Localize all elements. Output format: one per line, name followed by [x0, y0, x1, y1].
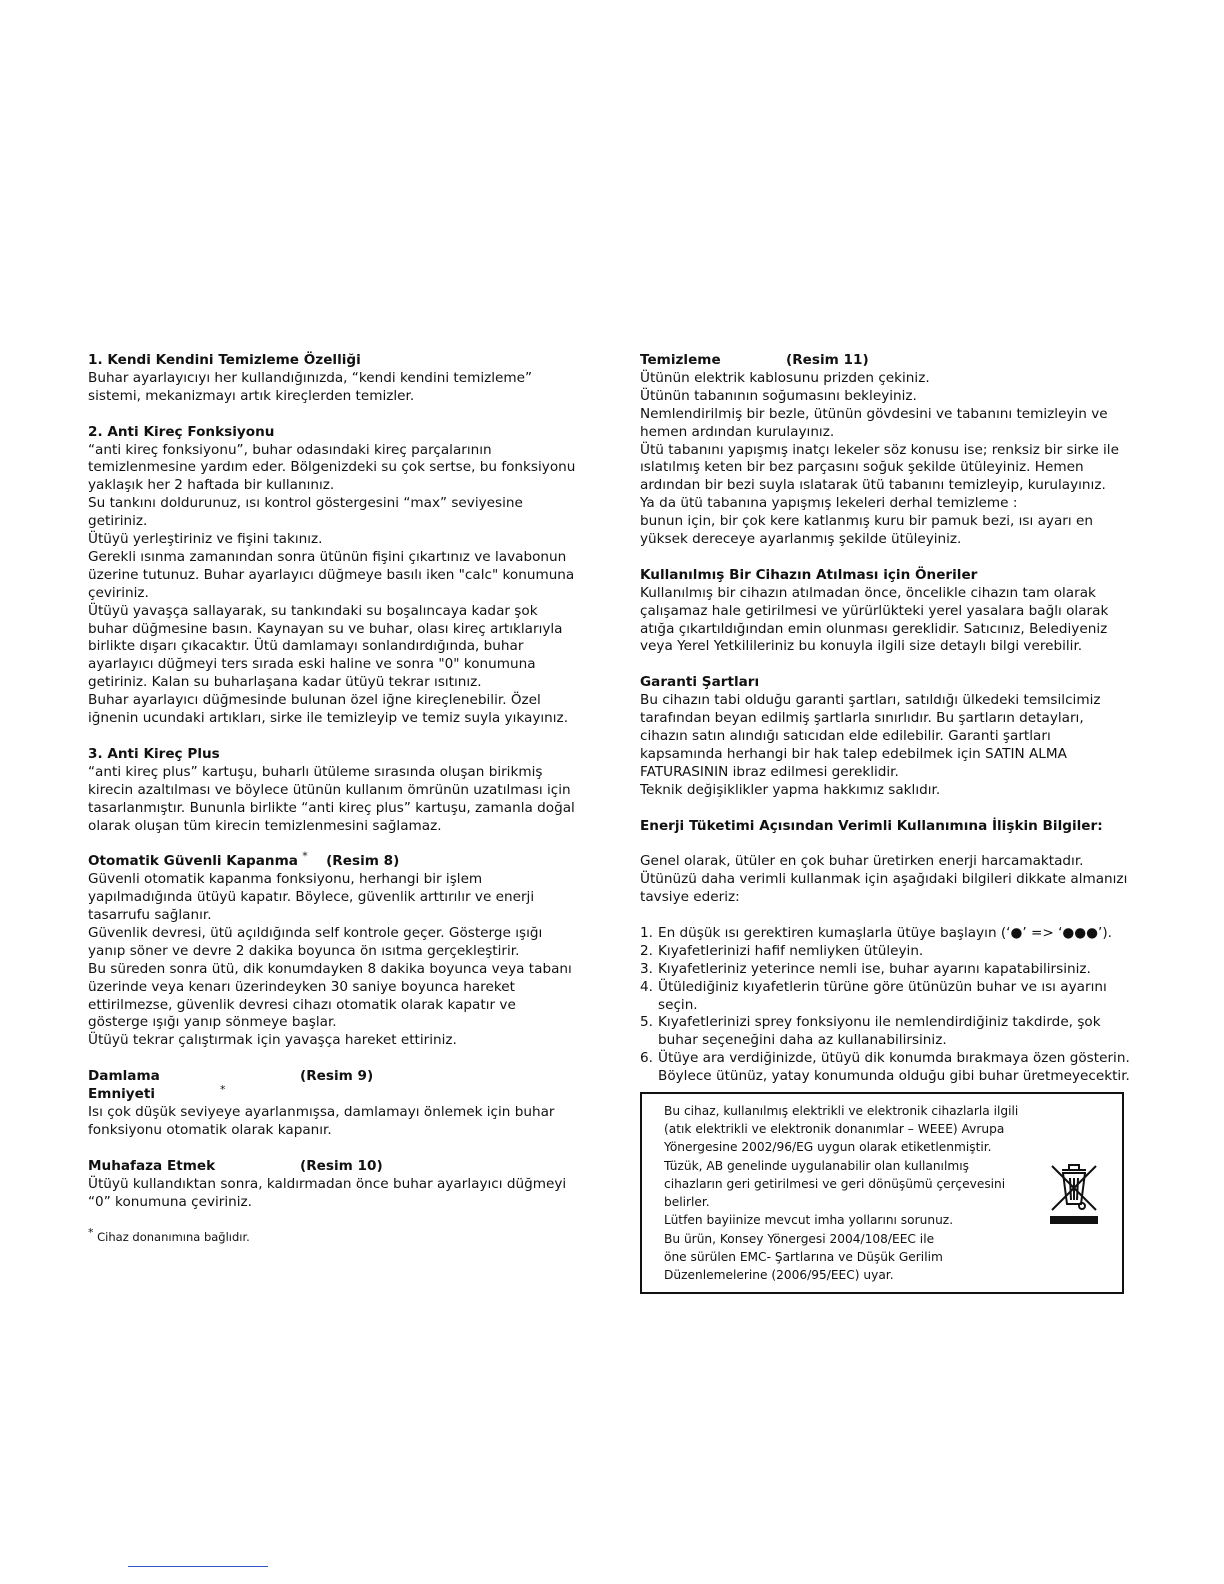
- paragraph: Ya da ütü tabanına yapışmış lekeleri derhal temizleme :: [640, 495, 1018, 512]
- figure-reference: (Resim 8): [326, 853, 400, 870]
- section-title: Garanti Şartları: [640, 674, 760, 691]
- section-title: Kullanılmış Bir Cihazın Atılması için Öneriler: [640, 566, 978, 583]
- list-item: 1. En düşük ısı gerektiren kumaşlarla ütüye başlayın (‘●’ => ‘●●●’).: [640, 924, 1112, 941]
- weee-notice-box: [640, 1092, 1124, 1294]
- section-title: 3. Anti Kireç Plus: [88, 745, 220, 762]
- section-body: Kullanılmış bir cihazın atılmadan önce, öncelikle cihazın tam olarak çalışamaz hale getirilmesi ve yürürlükteki yerel yasalara bağlı olarak atığa çıkartıldığından emin olunması gereklidir. Satıcınız, Belediyeniz veya Yerel Yetkilileriniz bu konuyla ilgili size detaylı bilgi verebilir.: [640, 584, 1109, 655]
- list-item: 4. Ütülediğiniz kıyafetlerin türüne göre ütünüzün buhar ve ısı ayarını seçin.: [640, 978, 1107, 1013]
- paragraph: Buhar ayarlayıcı düğmesinde bulunan özel iğne kireçlenebilir. Özel iğnenin ucundaki artıkları, sirke ile temizleyip ve temiz suyla yıkayınız.: [88, 692, 569, 727]
- section-self-cleaning: [88, 352, 580, 406]
- paragraph: Ütü tabanını yapışmış inatçı lekeler söz konusu ise; renksiz bir sirke ile ıslatılmış keten bir bez parçasını soğuk şekilde ütüleyiniz. Hemen ardından bir bezi suyla ıslatarak ütü tabanını temizleyip, kurulayınız.: [640, 441, 1119, 494]
- figure-reference: (Resim 9): [300, 1068, 374, 1085]
- section-body: “anti kireç plus” kartuşu, buharlı ütüleme sırasında oluşan birikmiş kirecin azaltılması ve böylece ütünün kullanım ömrünün uzatılması için tasarlanmıştır. Bununla birlikte “anti kireç plus” kartuşu, zamanla doğal olarak oluşan tüm kirecin temizlenmesini sağlamaz.: [88, 763, 575, 834]
- crossed-out-bin-icon: [1048, 1160, 1100, 1226]
- paragraph: Ütüyü yavaşça sallayarak, su tankındaki su boşalıncaya kadar şok buhar düğmesine basın. Kaynayan su ve buhar, olası kireç artıklarıyla birlikte dışarı çıkacaktır. Ütü damlamayı sonlandırdığında, buhar ayarlayıcı düğmeyi ters sırada eski haline ve sonra "0" konumuna getiriniz. Kalan su buharlaşana kadar ütüyü tekrar ısıtınız.: [88, 602, 563, 691]
- section-body: Bu cihazın tabi olduğu garanti şartları, satıldığı ülkedeki temsilcimiz tarafından beyan edilmiş şartlarla sınırlıdır. Bu şartların detayları, cihazın satın alındığı satıcıdan elde edilebilir. Garanti şartları kapsamında herhangi bir hak talep edebilmek için SATIN ALMA FATURASININ ibraz edilmesi gereklidir.: [640, 692, 1101, 780]
- weee-paragraph: Bu ürün, Konsey Yönergesi 2004/108/EEC ile öne sürülen EMC- Şartlarına ve Düşük Gerilim Düzenlemelerine (2006/95/EEC) uyar.: [664, 1231, 943, 1282]
- section-drip-stop: [88, 1068, 580, 1140]
- section-anti-calc-plus: [88, 746, 580, 836]
- weee-paragraph: Bu cihaz, kullanılmış elektrikli ve elektronik cihazlarla ilgili (atık elektrikli ve elektronik donanımlar – WEEE) Avrupa Yönergesine 2002/96/EG uygun olarak etiketlenmiştir. Tüzük, AB genelinde uygulanabilir olan kullanılmış cihazların geri getirilmesi ve geri dönüşümü çerçevesini belirler.: [664, 1104, 1019, 1210]
- list-item: 3. Kıyafetleriniz yeterince nemli ise, buhar ayarını kapatabilirsiniz.: [640, 960, 1091, 977]
- section-title: Enerji Tüketimi Açısından Verimli Kullanımına İlişkin Bilgiler:: [640, 817, 1103, 834]
- figure-reference: (Resim 10): [300, 1157, 383, 1174]
- paragraph: bunun için, bir çok kere katlanmış kuru bir pamuk bezi, ısı ayarı en yüksek dereceye ayarlanmış şekilde ütüleyiniz.: [640, 513, 1093, 548]
- asterisk-mark: *: [220, 1082, 226, 1096]
- paragraph: Güvenlik devresi, ütü açıldığında self kontrole geçer. Gösterge ışığı yanıp söner ve devre 2 dakika boyunca ön ısıtma gerçekleştirir.: [88, 924, 543, 959]
- list-item: 6. Ütüye ara verdiğinizde, ütüyü dik konumda bırakmaya özen gösterin. Böylece ütünüz, yatay konumunda olduğu gibi buhar üretmeyecektir.: [640, 1050, 1130, 1085]
- section-anti-calc: [88, 424, 580, 728]
- paragraph: Ütüyü tekrar çalıştırmak için yavaşça hareket ettiriniz.: [88, 1032, 457, 1049]
- section-disposal: [640, 567, 1132, 657]
- asterisk-mark: *: [88, 1226, 94, 1240]
- asterisk-mark: *: [302, 849, 308, 863]
- section-auto-shutoff: [88, 849, 580, 1050]
- energy-tips-list: [640, 925, 1132, 1086]
- paragraph: Bu süreden sonra ütü, dik konumdayken 8 dakika boyunca veya tabanı üzerinde veya kenarı üzerindeyken 30 saniye boyunca hareket ettirilmezse, güvenlik devresi cihazı otomatik olarak kapatır ve gösterge ışığı yanıp sönmeye başlar.: [88, 960, 572, 1031]
- section-heading-row: [88, 1068, 580, 1104]
- list-item: 2. Kıyafetlerinizi hafif nemliyken ütüleyin.: [640, 942, 924, 959]
- section-title: Temizleme: [640, 352, 721, 368]
- paragraph: Güvenli otomatik kapanma fonksiyonu, herhangi bir işlem yapılmadığında ütüyü kapatır. Böylece, güvenlik arttırılır ve enerji tasarrufu sağlanır.: [88, 871, 535, 924]
- figure-reference: (Resim 11): [786, 352, 869, 368]
- section-title: Damlama Emniyeti: [88, 1068, 160, 1103]
- section-warranty: [640, 674, 1132, 799]
- section-heading-row: [88, 1158, 580, 1176]
- section-intro: Genel olarak, ütüler en çok buhar üretirken enerji harcamaktadır. Ütünüzü daha verimli kullanmak için aşağıdaki bilgileri dikkate almanızı tavsiye ederiz:: [640, 853, 1128, 906]
- underline-rule: [128, 1566, 268, 1567]
- right-column: [640, 352, 1132, 1312]
- paragraph: Gerekli ısınma zamanından sonra ütünün fişini çıkartınız ve lavabonun üzerine tutunuz. Buhar ayarlayıcı düğmeye basılı iken "calc" konumuna çeviriniz.: [88, 548, 575, 601]
- section-cleaning: [640, 352, 1132, 549]
- section-heading-row: [640, 352, 1132, 370]
- paragraph: Nemlendirilmiş bir bezle, ütünün gövdesini ve tabanını temizleyin ve hemen ardından kurulayınız.: [640, 405, 1108, 440]
- section-energy: [640, 818, 1132, 1295]
- section-title: 2. Anti Kireç Fonksiyonu: [88, 423, 275, 440]
- paragraph: “anti kireç fonksiyonu”, buhar odasındaki kireç parçalarının temizlenmesine yardım eder. Bölgenizdeki su çok sertse, bu fonksiyonu yaklaşık her 2 haftada bir kullanınız.: [88, 441, 576, 494]
- left-column: [88, 352, 580, 1247]
- paragraph: Ütünün elektrik kablosunu prizden çekiniz.: [640, 369, 930, 386]
- section-title: Muhafaza Etmek: [88, 1157, 216, 1174]
- paragraph: Ütüyü yerleştiriniz ve fişini takınız.: [88, 531, 323, 548]
- list-item: 5. Kıyafetlerinizi sprey fonksiyonu ile nemlendirdiğiniz takdirde, şok buhar seçeneğini daha az kullanabilirsiniz.: [640, 1014, 1101, 1049]
- section-title: 1. Kendi Kendini Temizleme Özelliği: [88, 352, 361, 368]
- section-body: Isı çok düşük seviyeye ayarlanmışsa, damlamayı önlemek için buhar fonksiyonu otomatik olarak kapanır.: [88, 1104, 555, 1138]
- footnote-text: Cihaz donanımına bağlıdır.: [97, 1230, 250, 1245]
- footnote: [88, 1226, 580, 1247]
- paragraph: Ütünün tabanının soğumasını bekleyiniz.: [640, 387, 917, 404]
- section-title: Otomatik Güvenli Kapanma: [88, 853, 298, 870]
- weee-text: [664, 1102, 1084, 1284]
- section-note: Teknik değişiklikler yapma hakkımız saklıdır.: [640, 781, 941, 798]
- weee-paragraph: Lütfen bayiinize mevcut imha yollarını sorunuz.: [664, 1213, 954, 1228]
- section-heading-row: [88, 849, 580, 871]
- section-body: Ütüyü kullandıktan sonra, kaldırmadan önce buhar ayarlayıcı düğmeyi “0” konumuna çeviriniz.: [88, 1175, 567, 1210]
- paragraph: Su tankını doldurunuz, ısı kontrol göstergesini “max” seviyesine getiriniz.: [88, 495, 523, 530]
- section-body: Buhar ayarlayıcıyı her kullandığınızda, “kendi kendini temizleme” sistemi, mekanizmayı artık kireçlerden temizler.: [88, 369, 533, 404]
- section-storage: [88, 1158, 580, 1212]
